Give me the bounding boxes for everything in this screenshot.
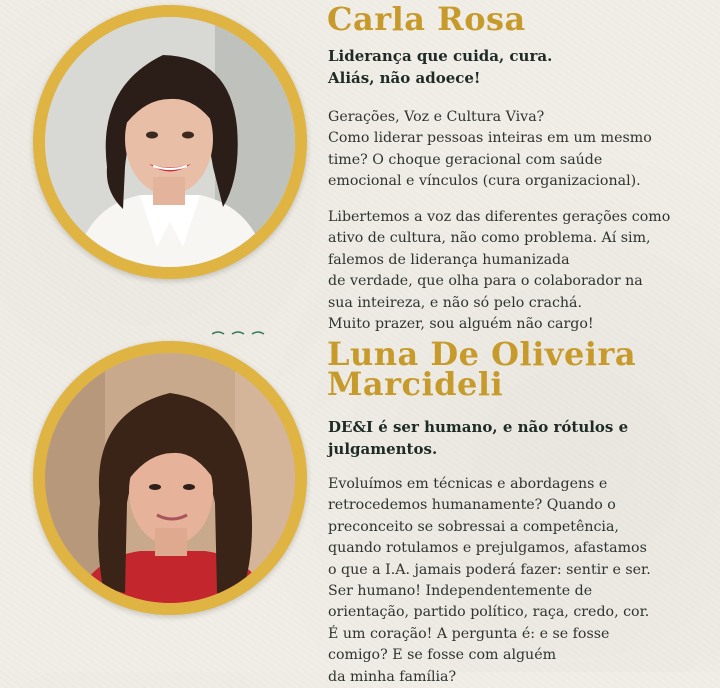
portrait-woman-wavy-hair-icon <box>45 353 295 603</box>
carla-rosa-photo <box>33 5 307 279</box>
speaker-2-tagline: DE&I é ser humano, e não rótulos e julgamentos. <box>328 418 629 458</box>
luna-marcideli-photo <box>33 341 307 615</box>
speaker-2-name: Luna De Oliveira Marcideli <box>327 335 637 403</box>
speaker-1-paragraph-1: Gerações, Voz e Cultura Viva? Como liderar pessoas inteiras em um mesmo time? O choque geracional com saúde emocional e vínculos (cura organizacional). <box>328 109 652 190</box>
speaker-1-paragraph-2: Libertemos a voz das diferentes gerações como ativo de cultura, não como problema. Aí sim, falemos de liderança humanizada de verdade, que olha para o colaborador na sua inteireza, e não só pelo crachá. Muito prazer, sou alguém não cargo! <box>328 209 671 333</box>
speaker-2-paragraph-1: Evoluímos em técnicas e abordagens e retrocedemos humanamente? Quando o preconceito se sobressai a competência, quando rotulamos e prejulgamos, afastamos o que a I.A. jamais poderá fazer: sentir e ser. Ser humano! Independentemente de orientação, partido político, raça, credo, cor. É um coração! A pergunta é: e se fosse comigo? E se fosse com alguém da minha família? <box>328 476 651 685</box>
speaker-1-tagline: Liderança que cuida, cura. Aliás, não adoece! <box>328 47 553 87</box>
decorative-leaf-divider-icon <box>212 330 272 336</box>
speaker-1-name: Carla Rosa <box>327 0 526 38</box>
portrait-woman-dark-hair-icon <box>45 17 295 267</box>
